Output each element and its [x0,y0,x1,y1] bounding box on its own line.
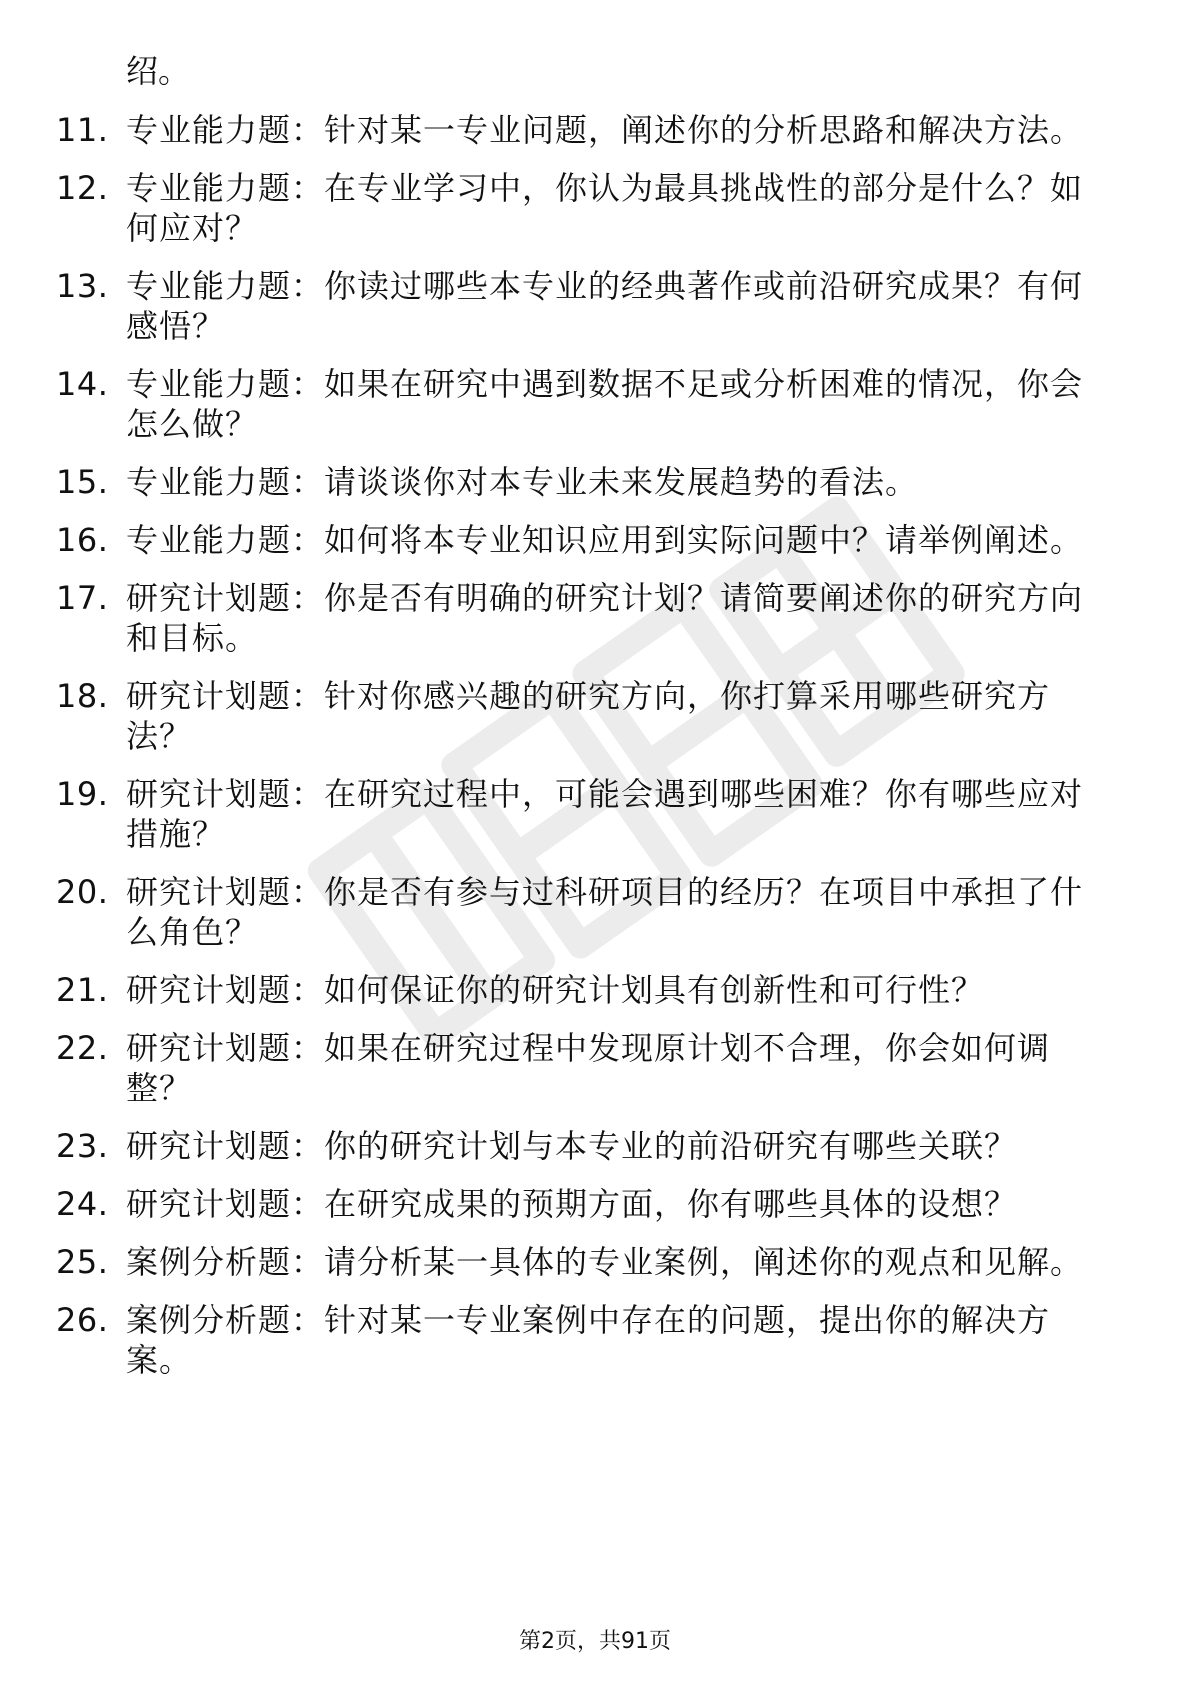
list-item [56,1028,1106,1108]
list-item [56,872,1106,952]
question-body [126,462,1106,502]
question-text: 如果在研究中遇到数据不足或分析困难的情况，你会怎么做？ [126,365,1084,443]
list-item [56,970,1106,1010]
page-number-footer: 第2页，共91页 [519,1629,671,1654]
question-body [126,1028,1106,1108]
question-category: 研究计划题： [126,1127,325,1165]
question-text: 你的研究计划与本专业的前沿研究有哪些关联？ [324,1127,1018,1165]
question-text: 针对你感兴趣的研究方向，你打算采用哪些研究方法？ [126,677,1051,755]
question-body [126,1300,1106,1380]
question-number: 18. [56,677,109,715]
question-text: 请分析某一具体的专业案例，阐述你的观点和见解。 [324,1243,1084,1281]
question-category: 研究计划题： [126,579,325,617]
question-body [126,1242,1106,1282]
question-text: 在专业学习中，你认为最具挑战性的部分是什么？如何应对？ [126,169,1084,247]
question-category: 研究计划题： [126,873,325,911]
question-category: 研究计划题： [126,677,325,715]
question-category: 研究计划题： [126,971,325,1009]
question-body [126,364,1106,444]
question-body [126,774,1106,854]
question-category: 研究计划题： [126,1029,325,1067]
question-body [126,872,1106,952]
list-item [56,676,1106,756]
list-item [56,462,1106,502]
continuation-text: 绍。 [126,52,191,90]
question-number: 23. [56,1127,109,1165]
list-item [56,1242,1106,1282]
question-body [126,1126,1106,1166]
question-number: 20. [56,873,109,911]
question-text: 针对某一专业案例中存在的问题，提出你的解决方案。 [126,1301,1051,1379]
question-list [56,110,1106,1398]
question-number: 14. [56,365,109,403]
question-number: 17. [56,579,109,617]
question-body [126,1184,1106,1224]
question-number: 11. [56,111,109,149]
question-text: 你读过哪些本专业的经典著作或前沿研究成果？有何感悟？ [126,267,1084,345]
question-text: 你是否有明确的研究计划？请简要阐述你的研究方向和目标。 [126,579,1084,657]
question-category: 研究计划题： [126,775,325,813]
question-category: 专业能力题： [126,463,325,501]
question-body [126,266,1106,346]
question-number: 26. [56,1301,109,1339]
question-text: 如何将本专业知识应用到实际问题中？请举例阐述。 [324,521,1084,559]
question-category: 研究计划题： [126,1185,325,1223]
question-number: 15. [56,463,109,501]
list-item [56,774,1106,854]
question-body [126,970,1106,1010]
question-number: 21. [56,971,109,1009]
question-body [126,110,1106,150]
question-category: 专业能力题： [126,111,325,149]
question-category: 专业能力题： [126,169,325,207]
question-text: 在研究过程中，可能会遇到哪些困难？你有哪些应对措施？ [126,775,1084,853]
question-body [126,168,1106,248]
list-item [56,1184,1106,1224]
question-category: 专业能力题： [126,521,325,559]
list-item [56,110,1106,150]
question-number: 25. [56,1243,109,1281]
question-text: 在研究成果的预期方面，你有哪些具体的设想？ [324,1185,1018,1223]
question-number: 13. [56,267,109,305]
question-number: 16. [56,521,109,559]
list-item [56,1126,1106,1166]
question-number: 22. [56,1029,109,1067]
question-text: 请谈谈你对本专业未来发展趋势的看法。 [324,463,919,501]
question-body [126,676,1106,756]
list-item [56,578,1106,658]
question-category: 案例分析题： [126,1301,325,1339]
list-item [56,1300,1106,1380]
question-number: 24. [56,1185,109,1223]
list-item [56,266,1106,346]
question-body [126,578,1106,658]
question-text: 你是否有参与过科研项目的经历？在项目中承担了什么角色？ [126,873,1084,951]
list-item [56,520,1106,560]
question-category: 专业能力题： [126,365,325,403]
list-item [56,168,1106,248]
question-number: 19. [56,775,109,813]
question-number: 12. [56,169,109,207]
question-text: 针对某一专业问题，阐述你的分析思路和解决方法。 [324,111,1084,149]
question-text: 如何保证你的研究计划具有创新性和可行性？ [324,971,985,1009]
question-category: 案例分析题： [126,1243,325,1281]
question-category: 专业能力题： [126,267,325,305]
list-item [56,364,1106,444]
question-body [126,520,1106,560]
question-text: 如果在研究过程中发现原计划不合理，你会如何调整？ [126,1029,1051,1107]
